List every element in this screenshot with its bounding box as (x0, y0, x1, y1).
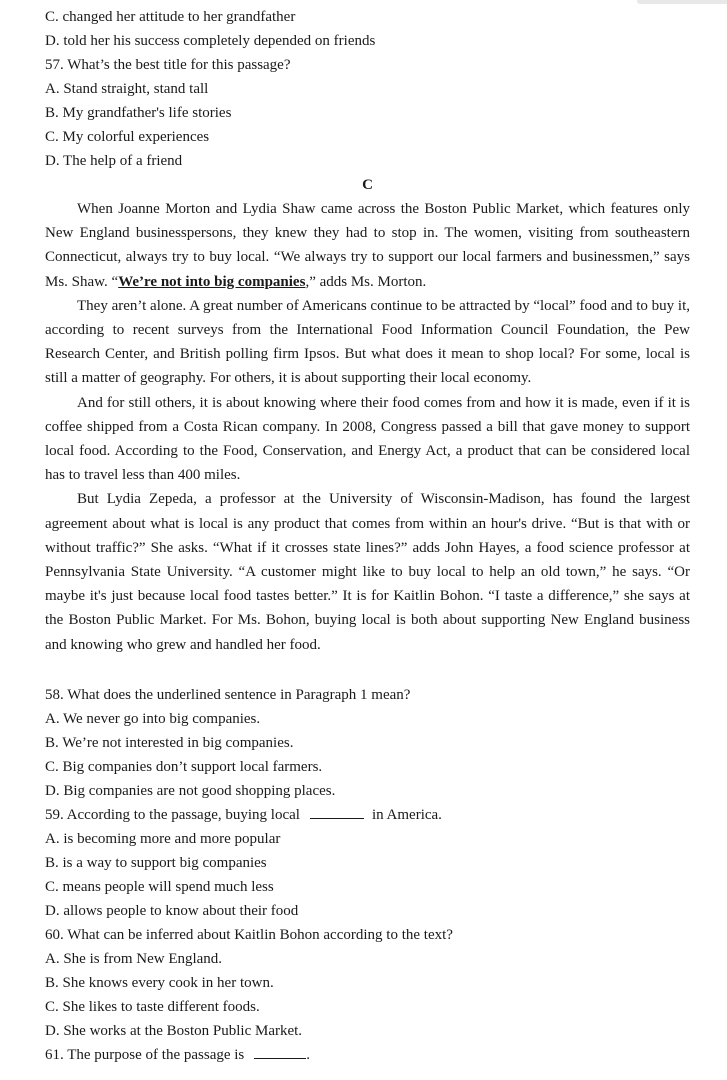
q58-stem: 58. What does the underlined sentence in Paragraph 1 mean? (45, 686, 411, 703)
q59-option-d: D. allows people to know about their food (45, 902, 299, 919)
q59-option-b: B. is a way to support big companies (45, 854, 267, 871)
paragraph-1 (45, 197, 690, 294)
q60-option-c: C. She likes to taste different foods. (45, 998, 260, 1015)
reading-passage (45, 197, 690, 657)
underlined-sentence: We’re not into big companies (118, 273, 306, 290)
q61-stem-end: . (306, 1046, 311, 1063)
q57-option-d: D. The help of a friend (45, 153, 183, 169)
q59-stem (45, 803, 690, 827)
q58-option-d: D. Big companies are not good shopping places. (45, 782, 336, 799)
q57-option-c: C. My colorful experiences (45, 129, 210, 145)
q61-stem-start: 61. The purpose of the passage is (45, 1046, 245, 1063)
paragraph-3 (45, 391, 690, 488)
q59-option-c: C. means people will spend much less (45, 878, 274, 895)
answer-blank (254, 1044, 306, 1059)
q58-option-c: C. Big companies don’t support local farmers. (45, 758, 323, 775)
q57-option-b: B. My grandfather's life stories (45, 105, 232, 121)
paragraph-1-text-end: ,” adds Ms. Morton. (305, 273, 427, 290)
paragraph-2 (45, 294, 690, 391)
q58-option-a: A. We never go into big companies. (45, 710, 261, 727)
paragraph-3-text: And for still others, it is about knowing where their food comes from and how it is made, even if it is coffee shipped from a Costa Rican company. In 2008, Congress passed a bill that gave money to support local food. According to the Food, Conservation, and Energy Act, a product that can be considered local has to travel less than 400 miles. (45, 394, 690, 484)
q59-option-a: A. is becoming more and more popular (45, 830, 281, 847)
paragraph-4 (45, 487, 690, 656)
q59-stem-start: 59. According to the passage, buying local (45, 806, 300, 823)
paragraph-2-text: They aren’t alone. A great number of Americans continue to be attracted by “local” food and to buy it, according to recent surveys from the International Food Information Council Foundation, the Pew Research Center, and British polling firm Ipsos. But what does it mean to shop local? For some, local is still a matter of geography. For others, it is about supporting their local economy. (45, 297, 690, 387)
answer-blank (310, 804, 364, 819)
q56-option-c: C. changed her attitude to her grandfather (45, 9, 296, 25)
q56-option-d: D. told her his success completely depended on friends (45, 33, 376, 49)
q60-option-d: D. She works at the Boston Public Market. (45, 1022, 303, 1039)
q57-stem: 57. What’s the best title for this passage? (45, 57, 291, 73)
paragraph-1-text-start: When Joanne Morton and Lydia Shaw came across the Boston Public Market, which features only New England businesspersons, they knew they had to stop in. The women, visiting from southeastern Connecticut, always try to buy local. “We always try to support our local farmers and businessmen,” says Ms. Shaw. “ (45, 201, 690, 290)
q61-stem (45, 1043, 690, 1067)
q60-option-b: B. She knows every cook in her town. (45, 974, 274, 991)
paragraph-4-text: But Lydia Zepeda, a professor at the University of Wisconsin-Madison, has found the largest agreement about what is local is any product that comes from within an hour's drive. “But is that with or without traffic?” She asks. “What if it crosses state lines?” adds John Hayes, a food science professor at Pennsylvania State University. “A customer might like to buy local to help an old town,” he says. “Or maybe it's just because local food tastes better.” It is for Kaitlin Bohon. “I taste a difference,” she says at the Boston Public Market. For Ms. Bohon, buying local is both about supporting New England business and knowing who grew and handled her food. (45, 491, 690, 653)
spacer (45, 657, 690, 683)
corner-mark (637, 0, 727, 4)
q57-option-a: A. Stand straight, stand tall (45, 81, 209, 97)
q58-option-b: B. We’re not interested in big companies. (45, 734, 294, 751)
q59-stem-end: in America. (371, 806, 442, 823)
q60-stem: 60. What can be inferred about Kaitlin Bohon according to the text? (45, 926, 453, 943)
exam-page (45, 5, 690, 1067)
q60-option-a: A. She is from New England. (45, 950, 223, 967)
section-heading: C (362, 177, 373, 193)
